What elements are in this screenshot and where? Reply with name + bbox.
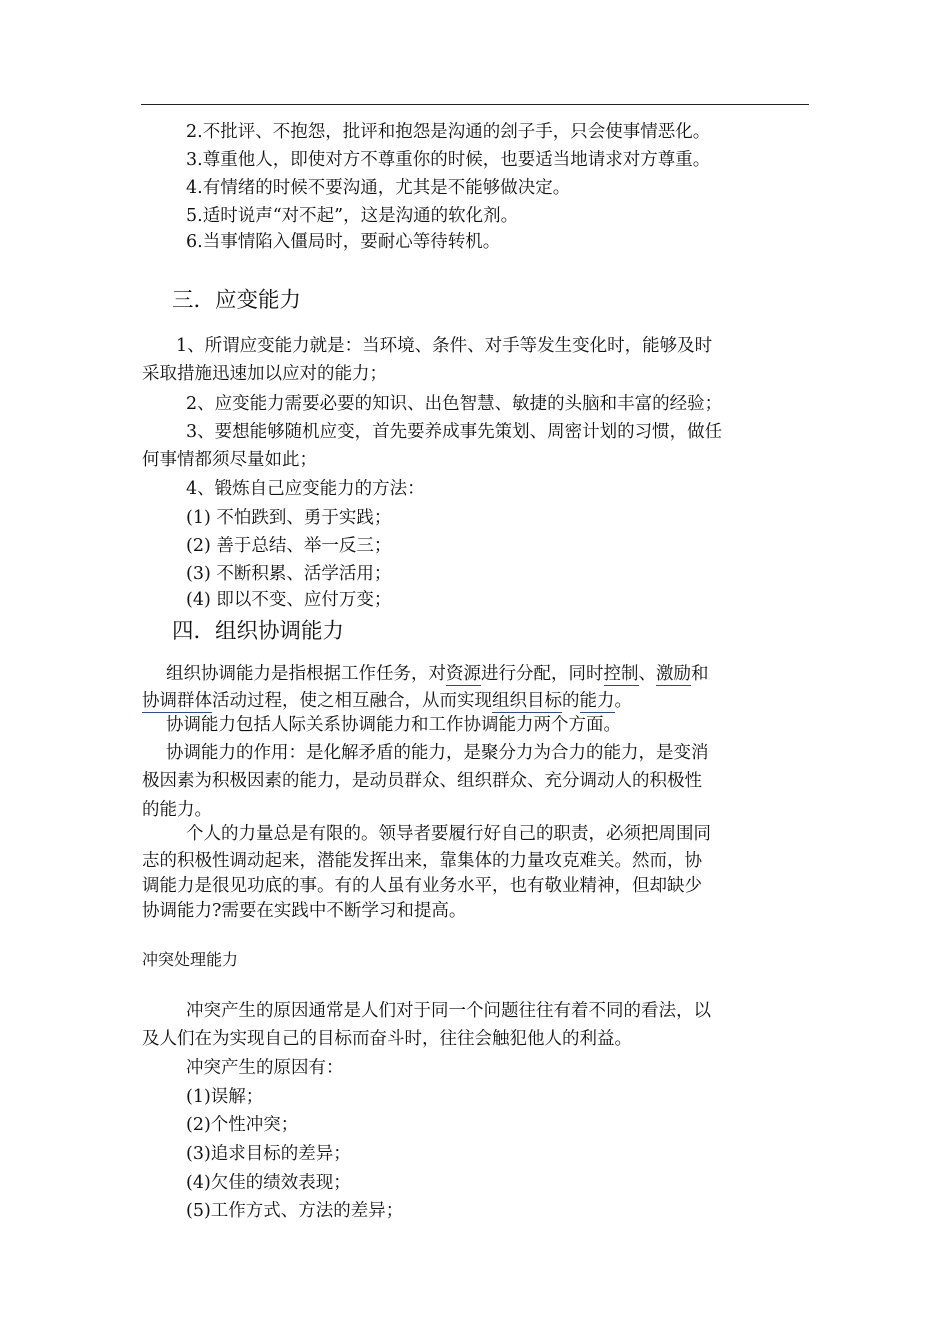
link-coordinate-group[interactable]: 协调群体 bbox=[142, 691, 212, 711]
text-run: 活动过程，使之相互融合，从而实现 bbox=[212, 691, 492, 711]
header-rule bbox=[141, 104, 809, 105]
text-run: 。 bbox=[614, 691, 632, 711]
paragraph-line: 调能力是很见功底的事。有的人虽有业务水平，也有敬业精神，但却缺少 bbox=[142, 876, 702, 896]
paragraph-line: 及人们在为实现自己的目标而奋斗时，往往会触犯他人的利益。 bbox=[142, 1029, 632, 1049]
reason-item: (2)个性冲突； bbox=[186, 1115, 299, 1135]
paragraph-line: 1、所谓应变能力就是：当环境、条件、对手等发生变化时，能够及时 bbox=[176, 336, 713, 356]
text-run: 和 bbox=[691, 664, 709, 684]
link-control[interactable]: 控制 bbox=[603, 664, 639, 684]
paragraph-line: 的能力。 bbox=[142, 800, 212, 820]
link-org-goal[interactable]: 组织目标 bbox=[492, 691, 562, 711]
paragraph-line: 协调能力的作用：是化解矛盾的能力，是聚分力为合力的能力，是变消 bbox=[166, 743, 709, 763]
tip-line: 3.尊重他人，即使对方不尊重你的时候，也要适当地请求对方尊重。 bbox=[186, 150, 711, 170]
link-motivate[interactable]: 激励 bbox=[656, 664, 691, 684]
paragraph-line: 个人的力量总是有限的。领导者要履行好自己的职责，必须把周围同 bbox=[186, 824, 711, 844]
paragraph-line: 志的积极性调动起来，潜能发挥出来，靠集体的力量攻克难关。然而，协 bbox=[142, 851, 702, 871]
text-run: 的 bbox=[562, 691, 580, 711]
section-heading-adaptability: 三．应变能力 bbox=[172, 288, 302, 313]
text-run: 进行分配，同时 bbox=[481, 664, 604, 684]
paragraph-line bbox=[166, 663, 709, 685]
section-heading-conflict: 冲突处理能力 bbox=[142, 950, 239, 969]
tip-line: 4.有情绪的时候不要沟通，尤其是不能够做决定。 bbox=[186, 178, 571, 198]
paragraph-line: 冲突产生的原因通常是人们对于同一个问题往往有着不同的看法，以 bbox=[186, 1001, 711, 1021]
method-item: (2) 善于总结、举一反三； bbox=[186, 536, 392, 556]
reason-item: (5)工作方式、方法的差异； bbox=[186, 1201, 404, 1221]
method-item: (1) 不怕跌到、勇于实践； bbox=[186, 508, 392, 528]
link-ability[interactable]: 能力 bbox=[579, 691, 615, 711]
text-run: 组织协调能力是指根据工作任务，对 bbox=[166, 664, 446, 684]
paragraph-line bbox=[142, 690, 632, 712]
paragraph-line: 何事情都须尽量如此； bbox=[142, 450, 317, 470]
method-item: (4) 即以不变、应付万变； bbox=[186, 590, 392, 610]
paragraph-line: 冲突产生的原因有： bbox=[186, 1058, 344, 1078]
text-run: 、 bbox=[638, 664, 656, 684]
paragraph-line: 协调能力包括人际关系协调能力和工作协调能力两个方面。 bbox=[166, 715, 621, 735]
paragraph-line: 2、应变能力需要必要的知识、出色智慧、敏捷的头脑和丰富的经验； bbox=[186, 394, 723, 414]
tip-line: 6.当事情陷入僵局时，要耐心等待转机。 bbox=[186, 232, 501, 252]
paragraph-line: 3、要想能够随机应变，首先要养成事先策划、周密计划的习惯，做任 bbox=[186, 422, 723, 442]
reason-item: (1)误解； bbox=[186, 1087, 264, 1107]
tip-line: 5.适时说声“对不起”，这是沟通的软化剂。 bbox=[186, 206, 519, 226]
reason-item: (3)追求目标的差异； bbox=[186, 1144, 351, 1164]
paragraph-line: 4、锻炼自己应变能力的方法： bbox=[186, 479, 425, 499]
method-item: (3) 不断积累、活学活用； bbox=[186, 564, 392, 584]
tip-line: 2.不批评、不抱怨，批评和抱怨是沟通的刽子手，只会使事情恶化。 bbox=[186, 122, 711, 142]
paragraph-line: 协调能力?需要在实践中不断学习和提高。 bbox=[142, 901, 467, 921]
reason-item: (4)欠佳的绩效表现； bbox=[186, 1173, 351, 1193]
section-heading-coordination: 四．组织协调能力 bbox=[172, 619, 345, 644]
paragraph-line: 极因素为积极因素的能力，是动员群众、组织群众、充分调动人的积极性 bbox=[142, 771, 702, 791]
paragraph-line: 采取措施迅速加以应对的能力； bbox=[142, 364, 387, 384]
link-resource[interactable]: 资源 bbox=[446, 664, 481, 684]
